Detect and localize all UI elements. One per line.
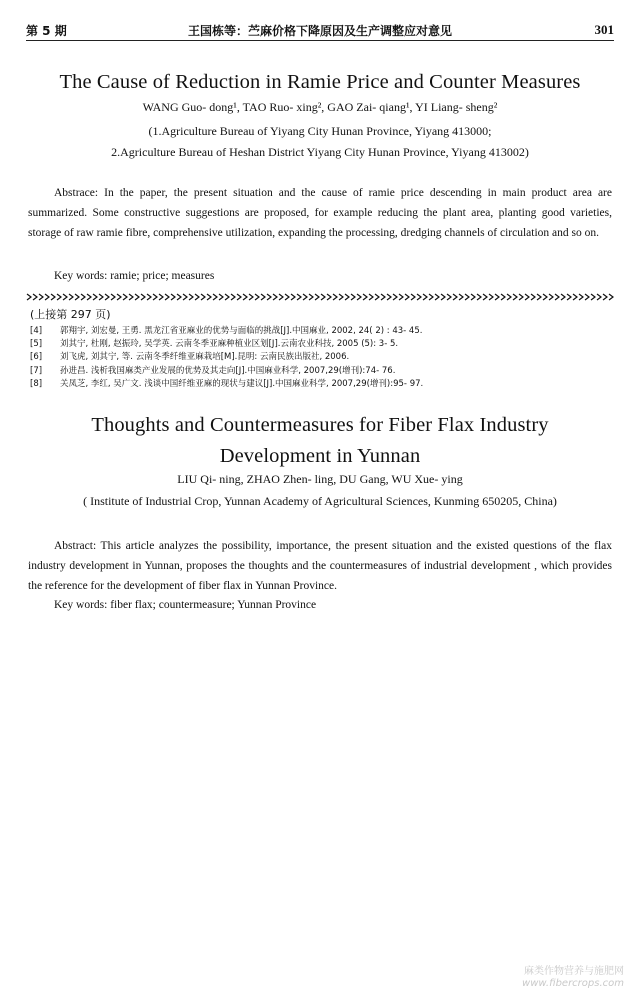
reference-item: [8] 关凤芝, 李红, 吴广文. 浅谈中国纤维亚麻的现状与建议[J].中国麻业科学, 2007,29(增刊):95- 97. <box>30 378 424 389</box>
article2-title-line-2: Development in Yunnan <box>219 445 421 467</box>
article1-affiliation-1: (1.Agriculture Bureau of Yiyang City Hunan Province, Yiyang 413000; <box>148 124 492 138</box>
site-watermark <box>522 966 624 990</box>
article2-keywords-label: Key words: <box>54 599 108 611</box>
reference-item: [4] 郭翔宇, 刘宏曼, 王勇. 黑龙江省亚麻业的优势与面临的挑战[J].中国麻业, 2002, 24( 2) : 43- 45. <box>30 326 423 336</box>
section-divider <box>26 292 614 302</box>
article1-abstract <box>28 183 612 243</box>
article1-keywords-label: Key words: <box>54 270 108 282</box>
article2-keywords <box>54 599 612 611</box>
article2-keywords-text: fiber flax; countermeasure; Yunnan Province <box>110 599 317 611</box>
reference-list <box>30 325 610 391</box>
page-number: 301 <box>594 22 614 37</box>
running-title: 王国栋等：苎麻价格下降原因及生产调整应对意见 <box>187 24 452 38</box>
article2-authors: LIU Qi- ning, ZHAO Zhen- ling, DU Gang, WU Xue- ying <box>177 472 463 486</box>
article2-abstract-label: Abstract: <box>54 540 97 552</box>
article1-keywords-text: ramie; price; measures <box>110 270 215 282</box>
watermark-site-name: 麻类作物营养与施肥网 <box>524 966 624 977</box>
article1-title: The Cause of Reduction in Ramie Price and Counter Measures <box>59 71 581 93</box>
article1-keywords <box>54 270 612 282</box>
reference-item: [7] 孙进昌. 浅析我国麻类产业发展的优势及其走向[J].中国麻业科学, 2007,29(增刊):74- 76. <box>30 365 396 376</box>
continued-from-label: (上接第 297 页) <box>30 308 111 321</box>
issue-number: 第 5 期 <box>26 24 67 38</box>
article1-affiliation-2: 2.Agriculture Bureau of Heshan District Yiyang City Hunan Province, Yiyang 413002) <box>111 145 529 159</box>
running-header <box>26 18 614 41</box>
article2-abstract <box>28 536 612 596</box>
article2-title-line-1: Thoughts and Countermeasures for Fiber Flax Industry <box>91 414 549 436</box>
article2-abstract-text: This article analyzes the possibility, importance, the present situation and the existed questions of the flax industry development in Yunnan, proposes the thoughts and the countermeasures of industrial development , which provides the reference for the development of fiber flax in Yunnan Province. <box>28 540 612 592</box>
watermark-site-url: www.fibercrops.com <box>522 978 624 989</box>
reference-item: [6] 刘飞虎, 刘其宁, 等. 云南冬季纤维亚麻栽培[M].昆明: 云南民族出版社, 2006. <box>30 352 350 363</box>
article1-abstract-label: Abstrace: <box>54 187 99 199</box>
article1-authors: WANG Guo- dong¹, TAO Ruo- xing², GAO Zai- qiang¹, YI Liang- sheng² <box>142 100 498 114</box>
reference-item: [5] 刘其宁, 杜刚, 赵振玲, 吴学英. 云南冬季亚麻种植业区划[J].云南农业科技, 2005 (5): 3- 5. <box>30 339 399 350</box>
article1-abstract-text: In the paper, the present situation and the cause of ramie price descending in main product area are summarized. Some constructive suggestions are proposed, for example reducing the plant area, planting good varieties, storage of raw ramie fibre, comprehensive utilization, expanding the processing, dredging channels of circulation and so on. <box>28 187 612 239</box>
article2-affiliation: ( Institute of Industrial Crop, Yunnan Academy of Agricultural Sciences, Kunming 650205, China) <box>83 494 557 508</box>
